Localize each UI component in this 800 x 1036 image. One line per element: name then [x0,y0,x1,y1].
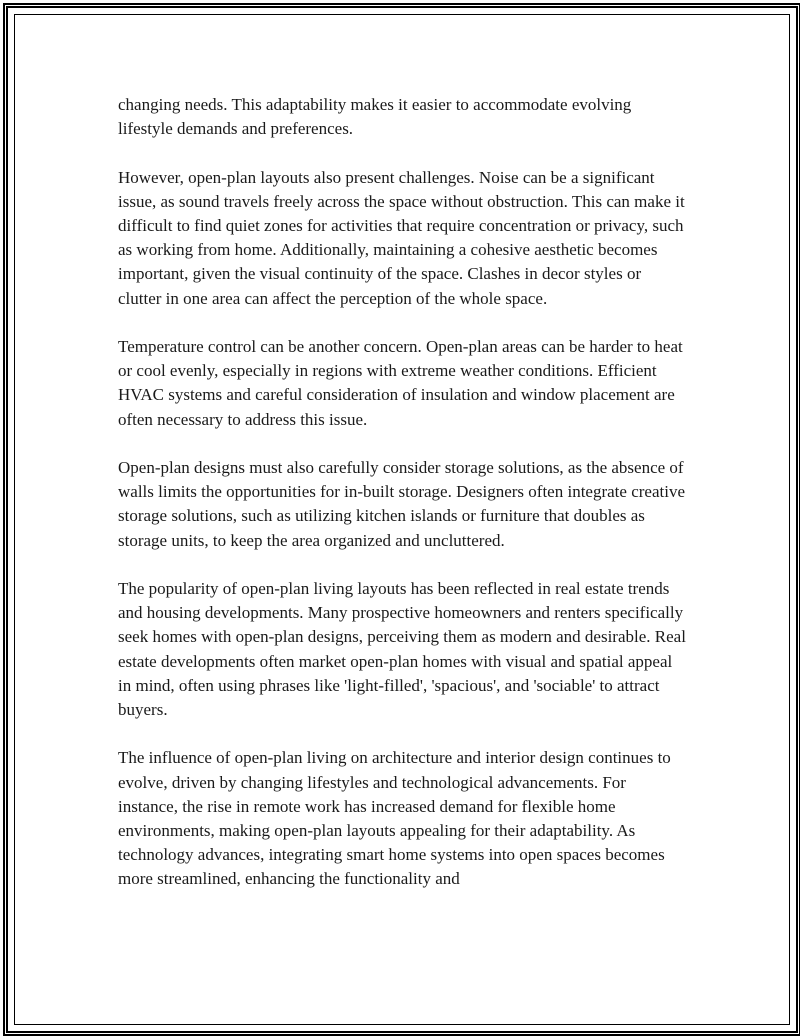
paragraph-adaptability: changing needs. This adaptability makes it easier to accommodate evolving lifestyle demands and preferences. [118,95,632,139]
paragraph-real-estate-trends: The popularity of open-plan living layouts has been reflected in real estate trends and housing developments. Many prospective homeowners and renters specifically seek homes with open-plan designs, perceiving them as modern and desirable. Real estate developments often market open-plan homes with visual and spatial appeal in mind, often using phrases like 'light-filled', 'spacious', and 'sociable' to attract buyers. [118,579,686,720]
paragraph-storage-solutions: Open-plan designs must also carefully consider storage solutions, as the absence of walls limits the opportunities for in-built storage. Designers often integrate creative storage solutions, such as utilizing kitchen islands or furniture that doubles as storage units, to keep the area organized and uncluttered. [118,458,685,550]
paragraph-temperature-control: Temperature control can be another concern. Open-plan areas can be harder to heat or cool evenly, especially in regions with extreme weather conditions. Efficient HVAC systems and careful consideration of insulation and window placement are often necessary to address this issue. [118,337,683,429]
document-body [118,93,688,916]
paragraph-challenges-noise: However, open-plan layouts also present challenges. Noise can be a significant issue, as sound travels freely across the space without obstruction. This can make it difficult to find quiet zones for activities that require concentration or privacy, such as working from home. Additionally, maintaining a cohesive aesthetic becomes important, given the visual continuity of the space. Clashes in decor styles or clutter in one area can affect the perception of the whole space. [118,167,685,308]
paragraph-future-influence: The influence of open-plan living on architecture and interior design continues to evolve, driven by changing lifestyles and technological advancements. For instance, the rise in remote work has increased demand for flexible home environments, making open-plan layouts appealing for their adaptability. As technology advances, integrating smart home systems into open spaces becomes more streamlined, enhancing the functionality and [118,748,671,889]
